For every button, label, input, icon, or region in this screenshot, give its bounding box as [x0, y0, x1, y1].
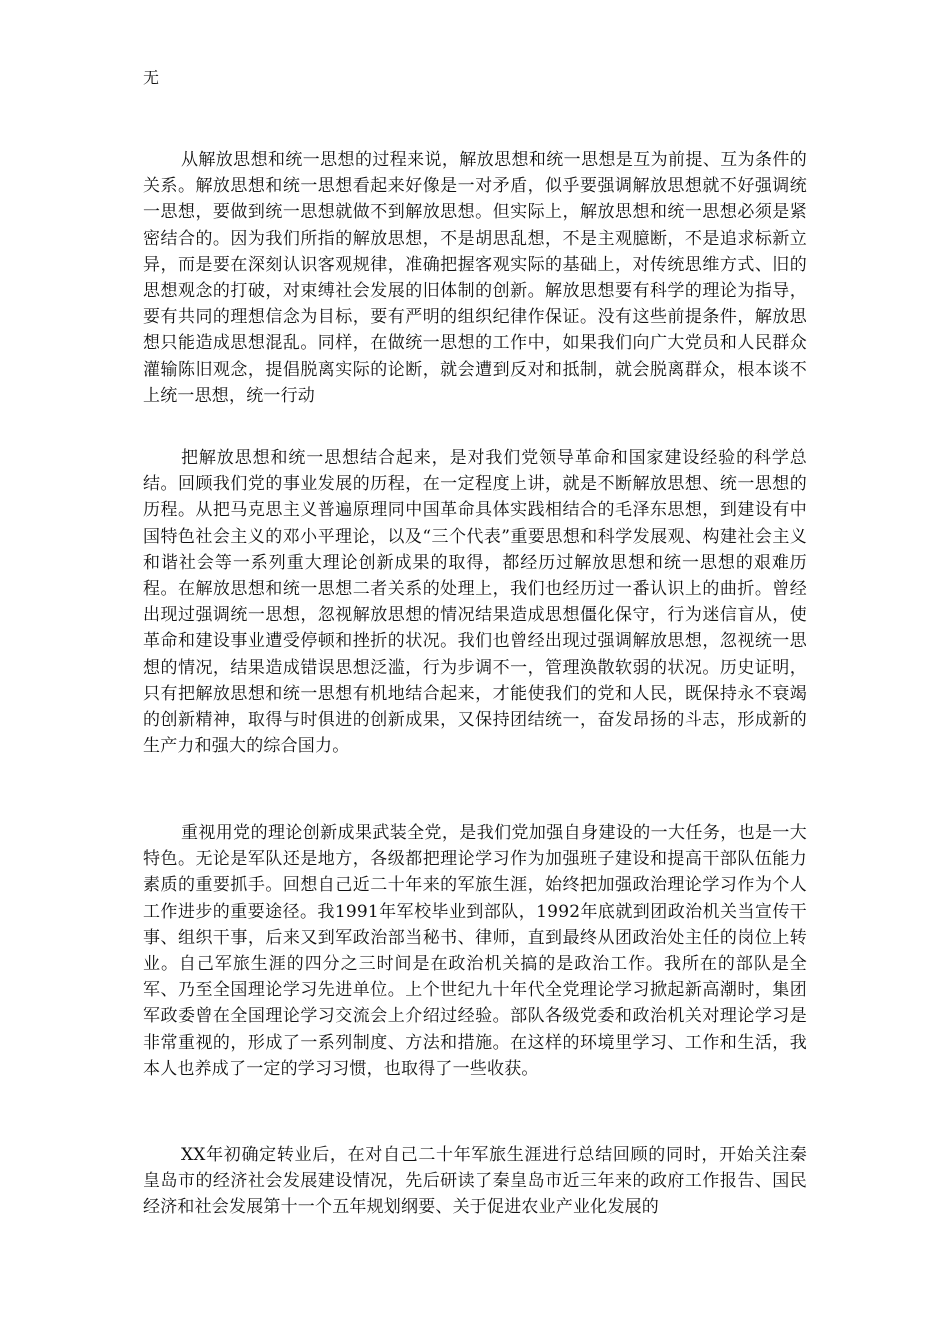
- paragraph-1: 从解放思想和统一思想的过程来说，解放思想和统一思想是互为前提、互为条件的关系。解放思想和统一思想看起来好像是一对矛盾，似乎要强调解放思想就不好强调统一思想，要做到统一思想就做不到解放思想。但实际上，解放思想和统一思想必须是紧密结合的。因为我们所指的解放思想，不是胡思乱想，不是主观臆断，不是追求标新立异，而是要在深刻认识客观规律，准确把握客观实际的基础上，对传统思维方式、旧的思想观念的打破，对束缚社会发展的旧体制的创新。解放思想要有科学的理论为指导，要有共同的理想信念为目标，要有严明的组织纪律作保证。没有这些前提条件，解放思想只能造成思想混乱。同样，在做统一思想的工作中，如果我们向广大党员和人民群众灌输陈旧观念，提倡脱离实际的论断，就会遭到反对和抵制，就会脱离群众，根本谈不上统一思想，统一行动: [143, 150, 807, 406]
- header-mark: 无: [143, 68, 160, 87]
- paragraph-4: XX年初确定转业后，在对自己二十年军旅生涯进行总结回顾的同时，开始关注秦皇岛市的经济社会发展建设情况，先后研读了秦皇岛市近三年来的政府工作报告、国民经济和社会发展第十一个五年规划纲要、关于促进农业产业化发展的: [143, 1145, 807, 1218]
- paragraph-3: 重视用党的理论创新成果武装全党，是我们党加强自身建设的一大任务，也是一大特色。无论是军队还是地方，各级都把理论学习作为加强班子建设和提高干部队伍能力素质的重要抓手。回想自己近二十年来的军旅生涯，始终把加强政治理论学习作为个人工作进步的重要途径。我1991年军校毕业到部队，1992年底就到团政治机关当宣传干事、组织干事，后来又到军政治部当秘书、律师，直到最终从团政治处主任的岗位上转业。自己军旅生涯的四分之三时间是在政治机关搞的是政治工作。我所在的部队是全军、乃至全国理论学习先进单位。上个世纪九十年代全党理论学习掀起新高潮时，集团军政委曾在全国理论学习交流会上介绍过经验。部队各级党委和政治机关对理论学习是非常重视的，形成了一系列制度、方法和措施。在这样的环境里学习、工作和生活，我本人也养成了一定的学习习惯，也取得了一些收获。: [143, 823, 807, 1079]
- paragraph-2: 把解放思想和统一思想结合起来，是对我们党领导革命和国家建设经验的科学总结。回顾我们党的事业发展的历程，在一定程度上讲，就是不断解放思想、统一思想的历程。从把马克思主义普遍原理同中国革命具体实践相结合的毛泽东思想，到建设有中国特色社会主义的邓小平理论，以及“三个代表”重要思想和科学发展观、构建社会主义和谐社会等一系列重大理论创新成果的取得，都经历过解放思想和统一思想的艰难历程。在解放思想和统一思想二者关系的处理上，我们也经历过一番认识上的曲折。曾经出现过强调统一思想，忽视解放思想的情况结果造成思想僵化保守，行为迷信盲从，使革命和建设事业遭受停顿和挫折的状况。我们也曾经出现过强调解放思想，忽视统一思想的情况，结果造成错误思想泛滥，行为步调不一，管理涣散软弱的状况。历史证明，只有把解放思想和统一思想有机地结合起来，才能使我们的党和人民，既保持永不衰竭的创新精神，取得与时俱进的创新成果，又保持团结统一，奋发昂扬的斗志，形成新的生产力和强大的综合国力。: [143, 448, 807, 757]
